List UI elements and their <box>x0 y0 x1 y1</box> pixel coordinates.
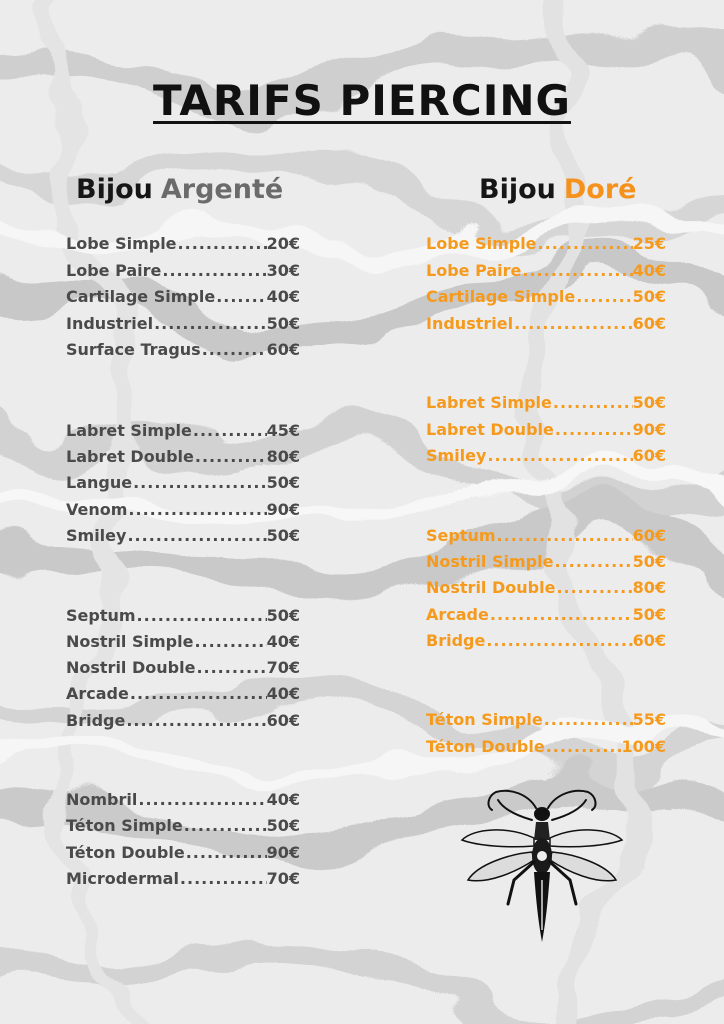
item-price: 60€ <box>632 314 666 333</box>
dot-leader <box>543 707 633 733</box>
heading-silver-word1: Bijou <box>76 174 153 205</box>
price-row <box>426 602 666 628</box>
item-price: 50€ <box>632 287 666 306</box>
dot-leader <box>193 629 266 655</box>
item-price: 20€ <box>266 234 300 253</box>
dot-leader <box>132 470 267 496</box>
price-row <box>426 311 666 337</box>
price-row <box>66 497 300 523</box>
dot-leader <box>129 681 267 707</box>
price-row <box>426 284 666 310</box>
item-name: Surface Tragus <box>66 340 201 359</box>
item-price: 50€ <box>266 816 300 835</box>
item-name: Smiley <box>66 526 127 545</box>
dot-leader <box>137 787 266 813</box>
item-name: Arcade <box>426 605 489 624</box>
item-name: Industriel <box>66 314 154 333</box>
item-price: 50€ <box>632 605 666 624</box>
heading-silver <box>76 174 283 205</box>
item-price: 60€ <box>632 631 666 650</box>
item-price: 40€ <box>266 287 300 306</box>
item-name: Cartilage Simple <box>426 287 576 306</box>
item-price: 55€ <box>632 710 666 729</box>
price-row <box>66 629 300 655</box>
dot-leader <box>201 337 267 363</box>
price-row <box>66 840 300 866</box>
dot-leader <box>485 628 632 654</box>
item-price: 45€ <box>266 421 300 440</box>
item-price: 40€ <box>266 684 300 703</box>
item-name: Nostril Double <box>66 658 196 677</box>
dot-leader <box>153 311 267 337</box>
item-price: 50€ <box>632 552 666 571</box>
dot-leader <box>136 603 267 629</box>
item-price: 90€ <box>266 500 300 519</box>
item-price: 40€ <box>266 790 300 809</box>
item-price: 30€ <box>266 261 300 280</box>
item-price: 60€ <box>266 711 300 730</box>
item-price: 50€ <box>266 606 300 625</box>
item-name: Langue <box>66 473 133 492</box>
dot-leader <box>161 258 266 284</box>
price-row <box>426 523 666 549</box>
price-row <box>66 708 300 734</box>
item-price: 80€ <box>266 447 300 466</box>
page-title-text: TARIFS PIERCING <box>153 76 571 125</box>
price-row <box>426 734 666 760</box>
heading-gold <box>479 174 636 205</box>
price-row <box>66 284 300 310</box>
item-price: 90€ <box>266 843 300 862</box>
dot-leader <box>555 575 632 601</box>
dot-leader <box>553 549 632 575</box>
item-name: Nombril <box>66 790 138 809</box>
item-name: Téton Double <box>66 843 185 862</box>
item-name: Microdermal <box>66 869 179 888</box>
item-name: Labret Double <box>426 420 554 439</box>
item-name: Téton Simple <box>66 816 183 835</box>
dot-leader <box>489 602 633 628</box>
dot-leader <box>554 417 633 443</box>
dot-leader <box>552 390 633 416</box>
item-name: Cartilage Simple <box>66 287 216 306</box>
item-name: Labret Simple <box>66 421 192 440</box>
item-name: Septum <box>426 526 496 545</box>
price-row <box>426 575 666 601</box>
price-row <box>426 628 666 654</box>
item-name: Lobe Paire <box>66 261 162 280</box>
heading-gold-word2: Doré <box>563 174 637 205</box>
heading-gold-word1: Bijou <box>479 174 556 205</box>
dot-leader <box>179 866 267 892</box>
item-name: Nostril Simple <box>426 552 554 571</box>
price-row <box>66 418 300 444</box>
dot-leader <box>127 497 266 523</box>
item-price: 50€ <box>632 393 666 412</box>
item-name: Nostril Double <box>426 578 556 597</box>
heading-silver-word2: Argenté <box>160 174 284 205</box>
item-price: 90€ <box>632 420 666 439</box>
price-row <box>66 603 300 629</box>
item-name: Téton Simple <box>426 710 543 729</box>
price-row <box>66 866 300 892</box>
price-row <box>66 787 300 813</box>
item-name: Lobe Paire <box>426 261 522 280</box>
price-row <box>66 813 300 839</box>
item-name: Lobe Simple <box>426 234 537 253</box>
item-price: 40€ <box>632 261 666 280</box>
item-price: 60€ <box>632 526 666 545</box>
price-row <box>66 523 300 549</box>
item-name: Venom <box>66 500 128 519</box>
price-row <box>426 707 666 733</box>
price-row <box>426 443 666 469</box>
price-row <box>426 258 666 284</box>
price-row <box>66 337 300 363</box>
price-row <box>66 470 300 496</box>
dot-leader <box>486 443 632 469</box>
price-row <box>66 444 300 470</box>
dot-leader <box>183 813 267 839</box>
item-price: 60€ <box>266 340 300 359</box>
dot-leader <box>126 523 266 549</box>
item-name: Labret Simple <box>426 393 552 412</box>
item-name: Labret Double <box>66 447 194 466</box>
item-price: 60€ <box>632 446 666 465</box>
price-row <box>426 390 666 416</box>
dot-leader <box>537 231 633 257</box>
dot-leader <box>192 418 267 444</box>
item-price: 40€ <box>266 632 300 651</box>
dot-leader <box>575 284 632 310</box>
price-row <box>426 231 666 257</box>
item-name: Bridge <box>66 711 126 730</box>
dot-leader <box>545 734 622 760</box>
dot-leader <box>521 258 632 284</box>
dot-leader <box>185 840 267 866</box>
item-price: 70€ <box>266 658 300 677</box>
item-name: Téton Double <box>426 737 545 756</box>
item-price: 50€ <box>266 473 300 492</box>
dot-leader <box>177 231 267 257</box>
dot-leader <box>215 284 266 310</box>
item-name: Smiley <box>426 446 487 465</box>
price-row <box>426 549 666 575</box>
price-row <box>66 681 300 707</box>
dot-leader <box>195 655 266 681</box>
item-name: Septum <box>66 606 136 625</box>
dot-leader <box>513 311 633 337</box>
item-name: Industriel <box>426 314 514 333</box>
price-row <box>66 231 300 257</box>
price-row <box>66 311 300 337</box>
dot-leader <box>496 523 633 549</box>
item-price: 50€ <box>266 526 300 545</box>
item-price: 80€ <box>632 578 666 597</box>
price-row <box>66 258 300 284</box>
item-price: 25€ <box>632 234 666 253</box>
mantis-icon <box>458 780 626 948</box>
price-row <box>66 655 300 681</box>
price-row <box>426 417 666 443</box>
page-title <box>0 76 724 125</box>
item-name: Nostril Simple <box>66 632 194 651</box>
item-name: Bridge <box>426 631 486 650</box>
item-price: 50€ <box>266 314 300 333</box>
item-price: 100€ <box>621 737 666 756</box>
item-price: 70€ <box>266 869 300 888</box>
item-name: Arcade <box>66 684 129 703</box>
dot-leader <box>194 444 267 470</box>
item-name: Lobe Simple <box>66 234 177 253</box>
dot-leader <box>125 708 266 734</box>
